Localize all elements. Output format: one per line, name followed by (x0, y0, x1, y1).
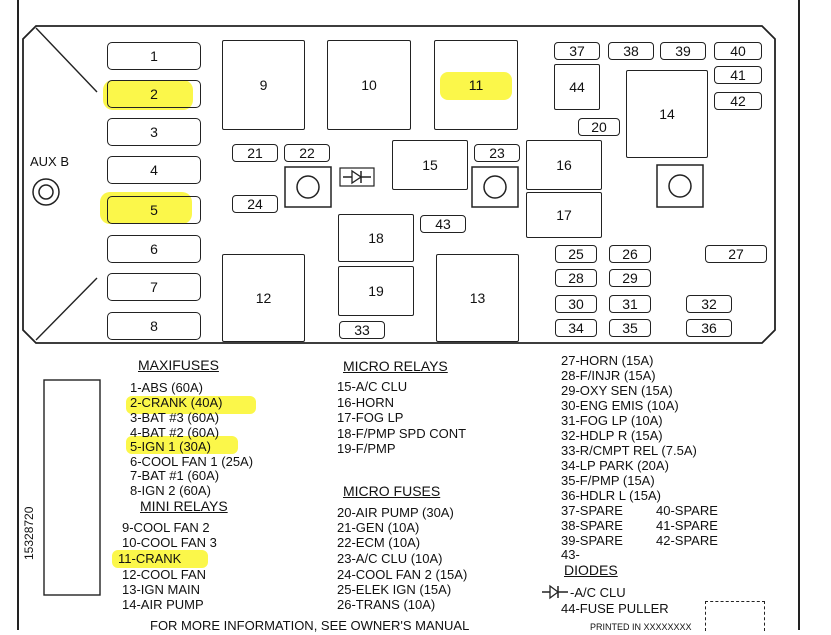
legend-item: 42-SPARE (656, 533, 718, 548)
fuse-30: 30 (555, 295, 597, 313)
fuse-33: 33 (339, 321, 385, 339)
fuse-25: 25 (555, 245, 597, 263)
relay-14: 14 (626, 70, 708, 158)
fuse-4: 4 (107, 156, 201, 184)
legend-item: 38-SPARE (561, 518, 623, 533)
legend-item: 27-HORN (15A) (561, 353, 654, 368)
fuse-27: 27 (705, 245, 767, 263)
fuse-32: 32 (686, 295, 732, 313)
fuse-8: 8 (107, 312, 201, 340)
relay-17: 17 (526, 192, 602, 238)
legend-item: 39-SPARE (561, 533, 623, 548)
fuse-24: 24 (232, 195, 278, 213)
legend-item: 9-COOL FAN 2 (122, 520, 210, 535)
legend-item: 13-IGN MAIN (122, 582, 201, 597)
aux-b-label: AUX B (30, 154, 70, 169)
relay-18: 18 (338, 214, 414, 262)
legend-item: 15-A/C CLU (337, 379, 408, 394)
micro-fuses-heading: MICRO FUSES (343, 483, 441, 499)
legend-item: 17-FOG LP (337, 410, 404, 425)
legend-item: 29-OXY SEN (15A) (561, 383, 673, 398)
footer-note: FOR MORE INFORMATION, SEE OWNER'S MANUAL (150, 618, 470, 633)
legend-item: 44-FUSE PULLER (561, 601, 669, 616)
legend-item: 33-R/CMPT REL (7.5A) (561, 443, 697, 458)
legend-item: 19-F/PMP (337, 441, 396, 456)
legend-item: 34-LP PARK (20A) (561, 458, 669, 473)
relay-16: 16 (526, 140, 602, 190)
fuse-44: 44 (554, 64, 600, 110)
legend-item: 16-HORN (337, 395, 395, 410)
legend-item: 11-CRANK (118, 551, 182, 566)
fuse-38: 38 (608, 42, 654, 60)
legend-item: 30-ENG EMIS (10A) (561, 398, 679, 413)
relay-13: 13 (436, 254, 519, 342)
fuse-puller-outline (705, 601, 765, 631)
legend-item: 28-F/INJR (15A) (561, 368, 656, 383)
legend-item: 4-BAT #2 (60A) (130, 425, 220, 440)
fuse-39: 39 (660, 42, 706, 60)
legend-item: 35-F/PMP (15A) (561, 473, 655, 488)
legend-item: -A/C CLU (570, 585, 626, 600)
legend-item: 32-HDLP R (15A) (561, 428, 663, 443)
fuse-29: 29 (609, 269, 651, 287)
legend-item: 36-HDLR L (15A) (561, 488, 661, 503)
legend-item: 10-COOL FAN 3 (122, 535, 217, 550)
fuse-7: 7 (107, 273, 201, 301)
legend-item: 21-GEN (10A) (337, 520, 420, 535)
legend-item: 8-IGN 2 (60A) (130, 483, 211, 498)
maxifuses-heading: MAXIFUSES (138, 357, 219, 373)
fuse-5: 5 (107, 196, 201, 224)
fuse-42: 42 (714, 92, 762, 110)
fuse-41: 41 (714, 66, 762, 84)
legend-diode-icon (542, 586, 568, 598)
fuse-22: 22 (284, 144, 330, 162)
printed-note: PRINTED IN XXXXXXXX (590, 622, 692, 632)
fuse-26: 26 (609, 245, 651, 263)
micro-relays-heading: MICRO RELAYS (343, 358, 448, 374)
legend-item: 37-SPARE (561, 503, 623, 518)
legend-item: 2-CRANK (40A) (130, 395, 223, 410)
fuse-1: 1 (107, 42, 201, 70)
legend-item: 24-COOL FAN 2 (15A) (337, 567, 468, 582)
mini-relays-heading: MINI RELAYS (140, 498, 228, 514)
fuse-28: 28 (555, 269, 597, 287)
legend-item: 12-COOL FAN (122, 567, 207, 582)
legend-item: 31-FOG LP (10A) (561, 413, 663, 428)
fuse-31: 31 (609, 295, 651, 313)
relay-9: 9 (222, 40, 305, 130)
relay-12: 12 (222, 254, 305, 342)
legend-item: 40-SPARE (656, 503, 718, 518)
fuse-23: 23 (474, 144, 520, 162)
part-number: 15328720 (22, 506, 36, 560)
legend-item: 23-A/C CLU (10A) (337, 551, 443, 566)
fuse-35: 35 (609, 319, 651, 337)
legend-item: 7-BAT #1 (60A) (130, 468, 220, 483)
legend-item: 14-AIR PUMP (122, 597, 204, 612)
legend-item: 20-AIR PUMP (30A) (337, 505, 454, 520)
fuse-40: 40 (714, 42, 762, 60)
legend-item: 26-TRANS (10A) (337, 597, 436, 612)
fuse-43: 43 (420, 215, 466, 233)
fuse-20: 20 (578, 118, 620, 136)
fuse-2: 2 (107, 80, 201, 108)
legend-item: 25-ELEK IGN (15A) (337, 582, 452, 597)
legend-item: 1-ABS (60A) (130, 380, 203, 395)
fuse-3: 3 (107, 118, 201, 146)
legend-item: 18-F/PMP SPD CONT (337, 426, 467, 441)
relay-19: 19 (338, 266, 414, 316)
diodes-heading: DIODES (564, 562, 618, 578)
relay-15: 15 (392, 140, 468, 190)
relay-10: 10 (327, 40, 411, 130)
legend-item: 43- (561, 547, 580, 562)
relay-11: 11 (434, 40, 518, 130)
fuse-6: 6 (107, 235, 201, 263)
fuse-34: 34 (555, 319, 597, 337)
legend-item: 6-COOL FAN 1 (25A) (130, 454, 254, 469)
diode-icon (340, 168, 374, 186)
fuse-36: 36 (686, 319, 732, 337)
legend-item: 22-ECM (10A) (337, 535, 421, 550)
fuse-37: 37 (554, 42, 600, 60)
legend-item: 3-BAT #3 (60A) (130, 410, 220, 425)
legend-item: 5-IGN 1 (30A) (130, 439, 211, 454)
fuse-21: 21 (232, 144, 278, 162)
legend-item: 41-SPARE (656, 518, 718, 533)
